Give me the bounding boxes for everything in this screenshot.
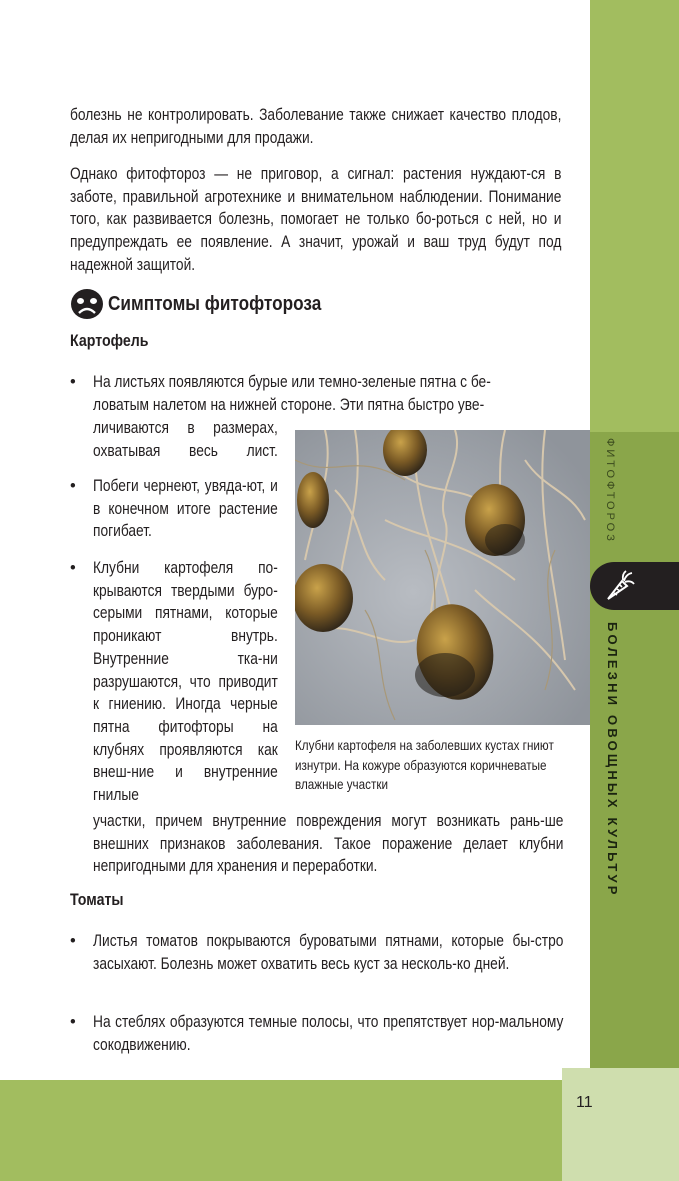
potato-bullet-1-rest — [93, 417, 278, 462]
potato-tubers-photo — [295, 430, 590, 725]
bullet-marker: • — [70, 559, 76, 577]
potato-heading: Картофель — [70, 332, 149, 350]
running-head: ФИТОФТОРОЗ — [604, 438, 616, 544]
potato-bullet-3-rest: участки, причем внутренние повреждения могут возникать рань-ше внешних признаков заболевания. Такое поражение делает клубни непригодными для хранения и переработки. — [93, 812, 564, 876]
section-title: Симптомы фитофтороза — [108, 292, 322, 315]
bullet-marker: • — [70, 932, 76, 950]
rotten-tubers-illustration — [295, 430, 590, 725]
intro-paragraph-1: болезнь не контролировать. Заболевание также снижает качество плодов, делая их непригодными для продажи. — [70, 106, 562, 147]
carrot-icon — [602, 569, 636, 603]
tomato-heading: Томаты — [70, 891, 124, 909]
section-title-vertical: БОЛЕЗНИ ОВОЩНЫХ КУЛЬТУР — [605, 622, 620, 898]
sad-face-icon — [70, 288, 104, 320]
potato-bullet-1-rest-text: личиваются в размерах, охватывая весь лист. — [93, 419, 278, 460]
bullet-marker: • — [70, 1013, 76, 1031]
section-heading — [70, 288, 356, 320]
bullet-marker: • — [70, 477, 76, 495]
potato-bullet-1-line-2: ловатым налетом на нижней стороне. Эти пятна быстро уве- — [93, 396, 485, 414]
photo-caption: Клубни картофеля на заболевших кустах гниют изнутри. На кожуре образуются коричневатые влажные участки — [295, 738, 554, 792]
bullet-marker: • — [70, 373, 76, 391]
potato-bullet-2: Побеги чернеют, увяда-ют, и в конечном итоге растение погибает. — [93, 477, 278, 541]
section-badge — [590, 562, 679, 610]
tomato-bullet-2: На стеблях образуются темные полосы, что препятствует нор-мальному сокодвижению. — [93, 1013, 564, 1054]
intro-paragraph-2: Однако фитофтороз — не приговор, а сигнал: растения нуждают-ся в заботе, правильной агротехнике и внимательном наблюдении. Понимание того, как развивается болезнь, помогает не только бо-роться с ней, но и предупреждать ее появление. А значит, урожай и ваш труд будут под надежной защитой. — [70, 165, 562, 274]
page-number-tab — [562, 1068, 679, 1181]
potato-bullet-3-column: Клубни картофеля по-крываются твердыми буро-серыми пятнами, которые проникают внутрь. Внутренние тка-ни разрушаются, что приводит к гниению. Иногда черные пятна фитофторы на клубнях проявляются как внеш-ние и внутренние гнилые — [93, 559, 278, 805]
potato-bullet-1-line-1: На листьях появляются бурые или темно-зеленые пятна с бе- — [93, 373, 491, 391]
page-number: 11 — [576, 1094, 593, 1111]
tomato-bullet-1: Листья томатов покрываются буроватыми пятнами, которые бы-стро засыхают. Болезнь может охватить весь куст за несколь-ко дней. — [93, 932, 564, 973]
